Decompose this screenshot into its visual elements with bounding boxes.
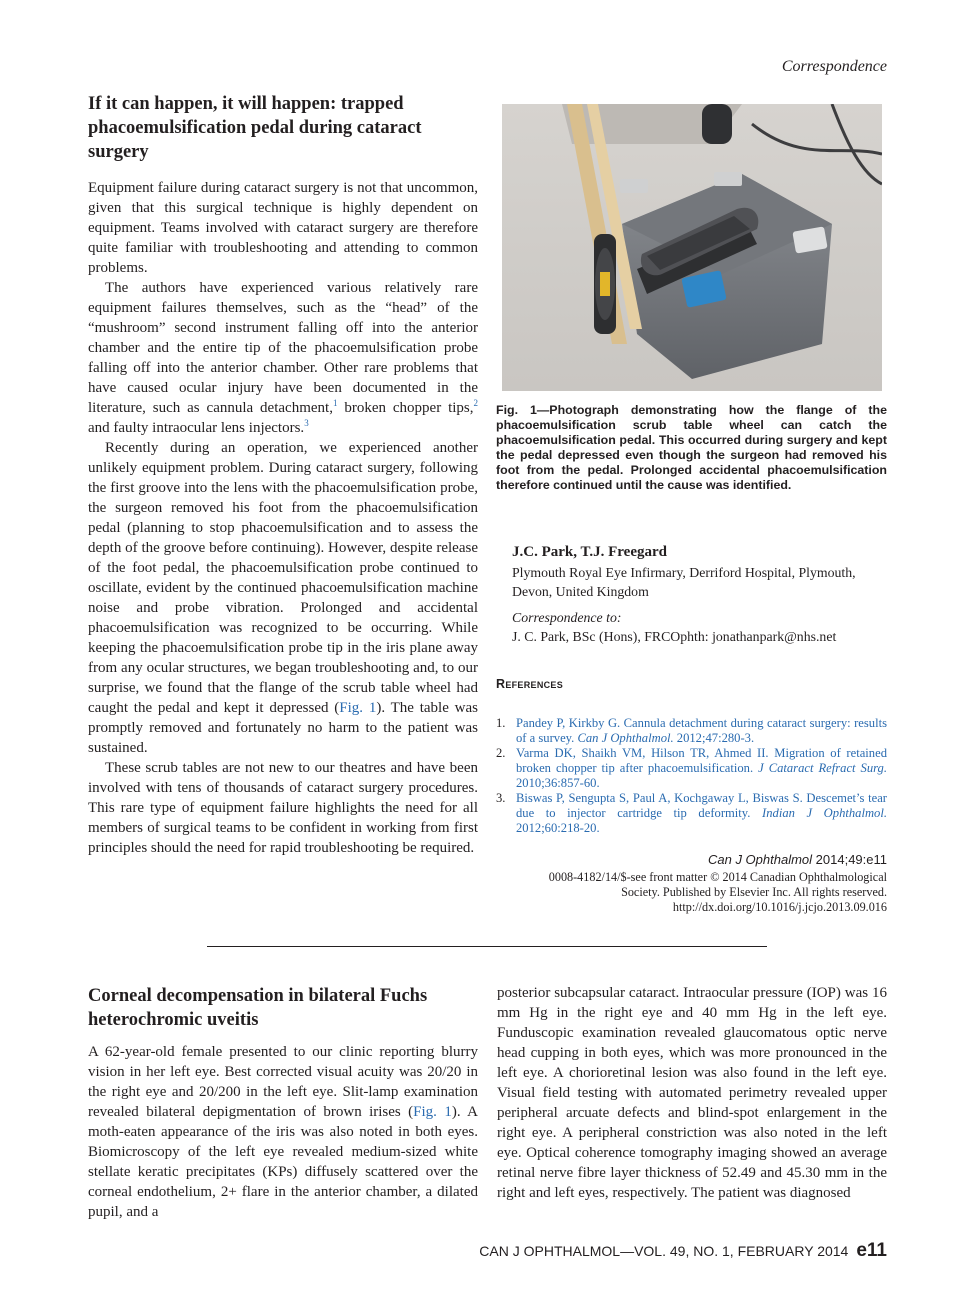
figure-link[interactable]: Fig. 1 xyxy=(413,1104,452,1120)
article-divider xyxy=(207,946,767,947)
article1-paragraph-3: Recently during an operation, we experienced another unlikely equipment problem. During cataract surgery, following the first groove into the lens with the phacoemulsification probe, the surgeon removed his foot from the phacoemulsification pedal (planning to stop phacoemulsification and to assess the depth of the groove before continuing). However, despite release of the foot pedal, the phacoemulsification probe continued to oscillate, evident by the continued phacoemulsification machine noise and probe vibration. Prolonged and accidental phacoemulsification was recognized to be occurring. While keeping the phacoemulsification probe tip in the iris plane away from any ocular structures, we began troubleshooting and, to our surprise, we found that the flange of the scrub table wheel had caught the pedal and kept it depressed (Fig. 1). The table was promptly removed and fortunately no harm to the patient was sustained. xyxy=(88,440,479,756)
article1-title: If it can happen, it will happen: trapped phacoemulsification pedal during cataract surgery xyxy=(88,94,422,162)
figure-photo xyxy=(502,104,882,391)
citation: Can J Ophthalmol 2014;49:e11 xyxy=(707,852,887,867)
copyright-notice: 0008-4182/14/$-see front matter © 2014 Canadian Ophthalmological Society. Published by Elsevier Inc. All rights reserved. http://dx.doi.org/10.1016/j.jcjo.2013.09.016 xyxy=(507,870,887,915)
article1-paragraph-2: The authors have experienced various relatively rare equipment failures themselves, such as the “head” of the “mushroom” second instrument falling off into the anterior chamber and the entire tip of the phacoemulsification probe falling off into the anterior chamber. Other rare problems that have caused ocular injury have been documented in the literature, such as cannula detachment,$^1$ broken chopper tips,$^2$ and faulty intraocular lens injectors.$^3$ xyxy=(88,280,478,436)
page-footer xyxy=(479,1240,887,1262)
article2-paragraph-continued: posterior subcapsular cataract. Intraocular pressure (IOP) was 16 mm Hg in the right eye and 40 mm Hg in the left eye. Funduscopic examination revealed glaucomatous optic nerve head cupping in both eyes, which was more pronounced in the left eye. A chorioretinal lesion was also found in the left eye. Visual field testing with automated perimetry revealed upper peripheral arcuate defects and blind-spot enlargement in the right eye. A peripheral constriction was also noted in the left eye. Optical coherence tomography imaging showed an average retinal nerve fibre layer thickness of 52.49 and 45.30 mm in the right and left eyes, respectively. The patient was diagnosed xyxy=(497,985,887,1201)
authors: J.C. Park, T.J. Freegard xyxy=(512,544,667,560)
article2-body-col2 xyxy=(497,983,887,1203)
references-heading: References xyxy=(496,677,564,691)
affiliation: Plymouth Royal Eye Infirmary, Derriford Hospital, Plymouth, Devon, United Kingdom xyxy=(512,565,856,599)
article1-body xyxy=(88,178,478,858)
ref-link-3[interactable]: 3 xyxy=(304,418,309,428)
article1-paragraph-4: These scrub tables are not new to our theatres and have been involved with tens of thousands of cataract surgery procedures. This rare type of equipment failure highlights the need for all members of surgical teams to be confident in working from first principles should the need for rapid troubleshooting be required. xyxy=(88,760,478,856)
article2-body-col1 xyxy=(88,1042,478,1222)
reference-item[interactable]: 2. Varma DK, Shaikh VM, Hilson TR, Ahmed II. Migration of retained broken chopper tip after phacoemulsification. J Cataract Refract Surg. 2010;36:857-60. xyxy=(496,746,887,790)
footer-journal: CAN J OPHTHALMOL—VOL. 49, NO. 1, FEBRUARY 2014 xyxy=(479,1243,849,1259)
correspondence-label: Correspondence to: xyxy=(512,610,622,625)
ref-link-1[interactable]: 1 xyxy=(332,398,338,408)
article2-paragraph-1: A 62-year-old female presented to our clinic reporting blurry vision in her left eye. Best corrected visual acuity was 20/20 in the right eye and 20/200 in the left eye. Slit-lamp examination revealed bilateral depigmentation of brown irises (Fig. 1). A moth-eaten appearance of the iris was also noted in both eyes. Biomicroscopy of the left eye revealed medium-sized white stellate keratic precipitates (KPs) diffusely scattered over the corneal endothelium, 2+ flare in the anterior chamber, a dilated pupil, and a xyxy=(88,1044,478,1220)
figure-link[interactable]: Fig. 1 xyxy=(339,700,377,716)
figure-caption: Fig. 1—Photograph demonstrating how the flange of the phacoemulsification scrub table wheel can catch the phacoemulsification pedal. This occurred during surgery and kept the pedal depressed even though the surgeon had removed his foot from the pedal. Prolonged accidental phacoemulsification therefore continued until the cause was identified. xyxy=(496,403,887,492)
references-list xyxy=(496,716,887,836)
doi-link[interactable]: http://dx.doi.org/10.1016/j.jcjo.2013.09.016 xyxy=(672,900,887,914)
reference-item[interactable]: 3. Biswas P, Sengupta S, Paul A, Kochgaway L, Biswas S. Descemet’s tear due to injector cartridge tip deformity. Indian J Ophthalmol. 2012;60:218-20. xyxy=(496,791,888,835)
pedal-photo-illustration xyxy=(502,104,882,391)
page-number: e11 xyxy=(856,1240,887,1261)
correspondence-contact: J. C. Park, BSc (Hons), FRCOphth: jonathanpark@nhs.net xyxy=(512,629,837,644)
article2-title: Corneal decompensation in bilateral Fuchs heterochromic uveitis xyxy=(88,986,428,1030)
article1-paragraph-1: Equipment failure during cataract surgery is not that uncommon, given that this surgical technique is highly dependent on equipment. Teams involved with cataract surgery are therefore quite familiar with troubleshooting and attending to common problems. xyxy=(88,180,478,276)
ref-link-2[interactable]: 2 xyxy=(473,398,478,408)
section-label: Correspondence xyxy=(781,58,887,75)
reference-item[interactable]: 1. Pandey P, Kirkby G. Cannula detachment during cataract surgery: results of a survey. Can J Ophthalmol. 2012;47:280-3. xyxy=(496,716,887,745)
